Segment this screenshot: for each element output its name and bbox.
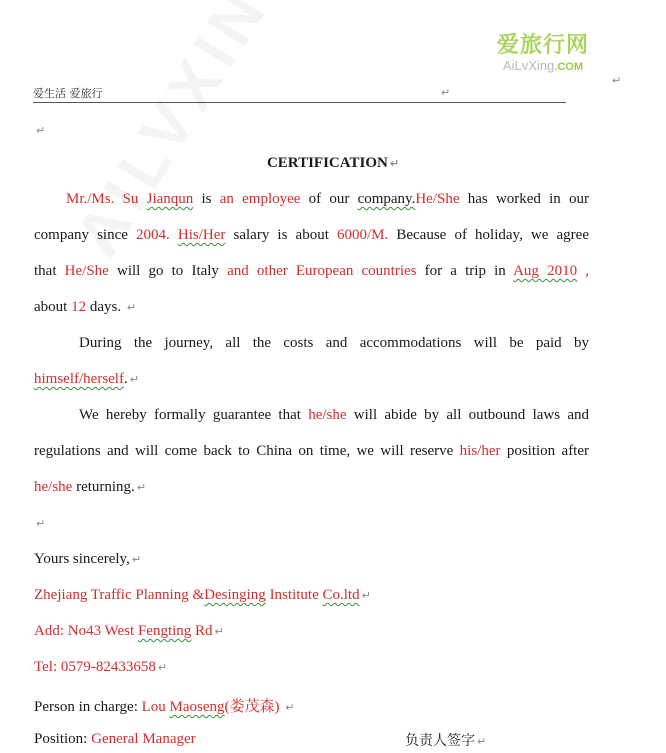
- text-span: about: [34, 299, 68, 315]
- paragraph-1-line-3: [34, 263, 589, 280]
- text-span: his/her: [459, 443, 501, 459]
- text-span: Lou: [141, 699, 166, 715]
- signature-label: [405, 730, 486, 750]
- text-span: himself/herself: [34, 371, 124, 387]
- text-span: company since: [34, 227, 128, 243]
- paragraph-3-line-1: [79, 407, 589, 424]
- text-span: is: [201, 191, 212, 207]
- paragraph-mark: ↵: [126, 301, 137, 314]
- address-line: [34, 623, 589, 640]
- text-span: He/She: [415, 191, 460, 207]
- paragraph-mark: ↵: [129, 373, 139, 386]
- text-span: 2004.: [136, 227, 170, 243]
- text-span: Position:: [34, 731, 88, 747]
- text-span: regulations and will come back to China on time, we will reserve: [34, 443, 454, 459]
- page-header: [33, 85, 566, 103]
- text-span: Because of holiday, we agree: [396, 227, 589, 243]
- company-name-line: [34, 587, 589, 604]
- text-span: an employee: [219, 191, 301, 207]
- person-in-charge-line: [34, 695, 589, 716]
- text-span: company.: [357, 191, 416, 207]
- text-span: will abide by all outbound laws and: [353, 407, 589, 423]
- text-span: returning.: [76, 479, 135, 495]
- text-span: Tel: 0579-82433658: [34, 659, 156, 675]
- text-span: for a trip in: [424, 263, 506, 279]
- paragraph-2-line-2: [34, 371, 589, 388]
- paragraph-mark: ↵: [157, 661, 168, 674]
- text-span: Rd: [195, 623, 213, 639]
- text-span: and other European countries: [227, 263, 417, 279]
- text-span: Desinging: [204, 587, 266, 603]
- text-span: that: [34, 263, 57, 279]
- paragraph-1-line-1: [66, 191, 589, 208]
- text-span: General Manager: [91, 731, 196, 747]
- paragraph-3-line-2: [34, 443, 589, 460]
- paragraph-mark: ↵: [441, 86, 451, 99]
- paragraph-mark: ↵: [477, 735, 487, 748]
- paragraph-mark: ↵: [285, 701, 295, 714]
- document-title: [0, 155, 666, 172]
- text-span: he/she: [308, 407, 347, 423]
- header-text: 爱生活 爱旅行: [33, 87, 103, 100]
- empty-line: [34, 122, 589, 139]
- text-span: His/Her: [177, 227, 226, 243]
- paragraph-mark: ↵: [361, 589, 371, 602]
- text-span: salary is about: [233, 227, 329, 243]
- text-span: Add: No43 West: [34, 623, 135, 639]
- paragraph-mark: ↵: [612, 74, 622, 87]
- closing-line: [34, 551, 589, 568]
- paragraph-1-line-4: [34, 299, 589, 316]
- text-span: 负责人签字: [405, 733, 475, 749]
- text-span: 12: [71, 299, 87, 315]
- text-span: He/She: [64, 263, 109, 279]
- text-span: will go to Italy: [116, 263, 219, 279]
- logo-com: .COM: [554, 61, 584, 73]
- text-span: Maoseng: [169, 699, 225, 715]
- text-span: Aug 2010: [513, 263, 578, 279]
- paragraph-mark: ↵: [131, 553, 142, 566]
- text-span: he/she: [34, 479, 73, 495]
- paragraph-mark: ↵: [136, 481, 147, 494]
- text-span: Jianqun: [146, 191, 194, 207]
- text-span: of our: [308, 191, 350, 207]
- paragraph-mark: ↵: [389, 157, 400, 170]
- text-span: ,: [585, 263, 589, 279]
- title-text: CERTIFICATION: [266, 155, 388, 171]
- text-span: .: [123, 371, 128, 387]
- text-span: Co.ltd: [322, 587, 360, 603]
- empty-line: [34, 515, 589, 532]
- text-span: 6000/M.: [336, 227, 389, 243]
- paragraph-3-line-3: [34, 479, 589, 496]
- text-span: Yours sincerely,: [34, 551, 130, 567]
- text-span: (娄茂森): [224, 699, 280, 715]
- position-line: [34, 731, 589, 748]
- paragraph-mark: ↵: [36, 517, 46, 530]
- logo-english-text: [486, 58, 600, 75]
- text-span: days.: [89, 299, 122, 315]
- text-span: Person in charge:: [34, 699, 138, 715]
- telephone-line: [34, 659, 589, 676]
- text-span: position after: [506, 443, 590, 459]
- text-span: During the journey, all the costs and accommodations will be paid by: [79, 335, 589, 351]
- site-logo: [486, 34, 600, 75]
- logo-en-name: AiLvXing: [502, 58, 555, 73]
- paragraph-mark: ↵: [36, 124, 46, 137]
- paragraph-2-line-1: [79, 335, 589, 352]
- text-span: Mr./Ms. Su: [66, 191, 139, 207]
- logo-chinese-text: 爱旅行网: [496, 33, 589, 58]
- text-span: Institute: [269, 587, 319, 603]
- text-span: has worked in our: [467, 191, 590, 207]
- paragraph-1-line-2: [34, 227, 589, 244]
- text-span: Fengting: [137, 623, 192, 639]
- paragraph-mark: ↵: [214, 625, 224, 638]
- text-span: We hereby formally guarantee that: [79, 407, 301, 423]
- text-span: Zhejiang Traffic Planning &: [34, 587, 205, 603]
